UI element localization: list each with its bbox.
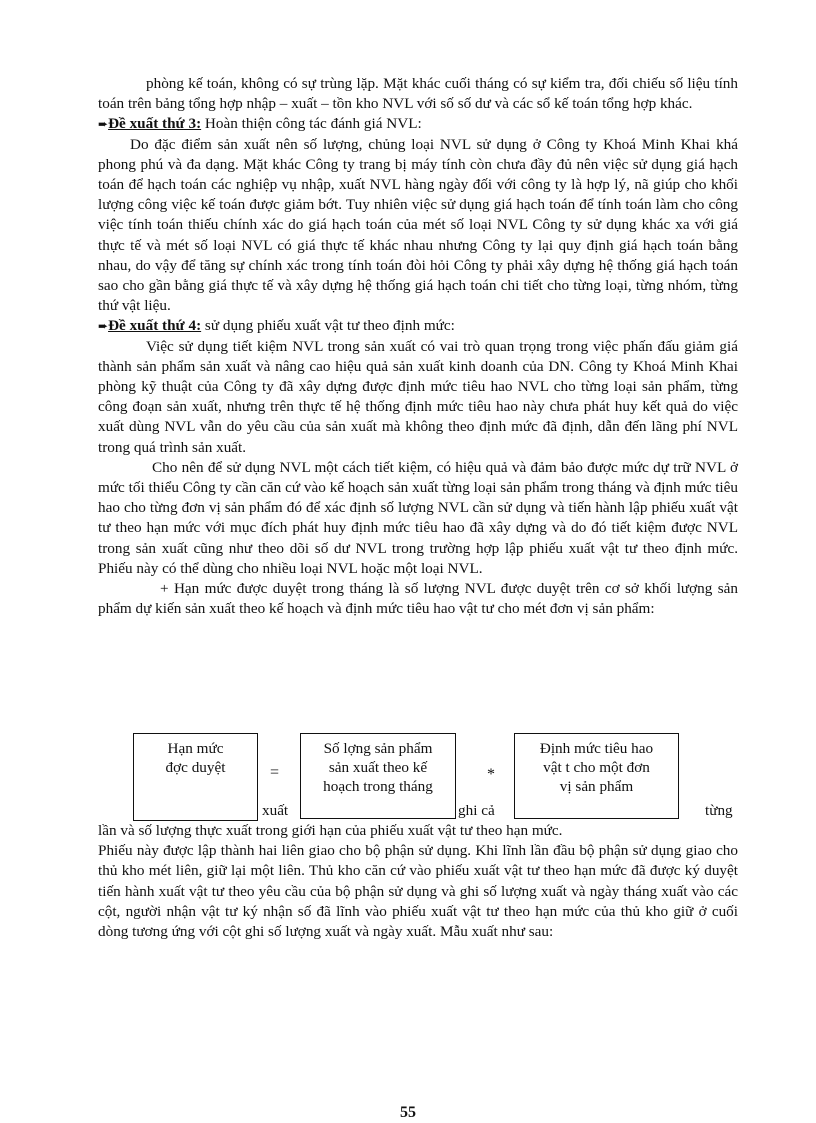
section-4-heading (98, 316, 738, 336)
multiply-sign: * (487, 766, 495, 783)
box-approved-limit-text: Hạn mức đợc duyệt (165, 740, 226, 776)
paragraph-1: phòng kế toán, không có sự trùng lặp. Mặt khác cuối tháng có sự kiểm tra, đối chiếu số liệu tính toán trên bảng tổng hợp nhập – xuất – tồn kho NVL với số số dư và các sổ kế toán tổng hợp khác. (98, 75, 738, 113)
paragraph-5: + Hạn mức được duyệt trong tháng là số lượng NVL được duyệt trên cơ sở khối lượng sản phẩm dự kiến sản xuất theo kế hoạch và định mức tiêu hao vật tư cho mét đơn vị sản phẩm: (98, 580, 738, 618)
bullet-icon: ➨ (98, 117, 109, 132)
box-consumption-norm-text: Định mức tiêu hao vật t cho một đơn vị sản phẩm (539, 740, 654, 795)
box-planned-quantity-text: Số lợng sản phẩm sản xuất theo kế hoạch trong tháng (323, 740, 433, 795)
formula-box-approved-limit (133, 733, 258, 821)
section-4-title: Đề xuất thứ 4: (108, 317, 202, 335)
section-3-heading (98, 114, 738, 134)
equals-sign: = (270, 764, 280, 781)
formula-box-planned-quantity (300, 733, 456, 819)
paragraph-4: Cho nên để sử dụng NVL một cách tiết kiệm, có hiệu quả và đảm bảo được mức dự trữ NVL ở mức tối thiểu Công ty cần căn cứ vào kế hoạch sản xuất từng loại sản phẩm trong tháng và định mức tiêu hao cho từng đơn vị sản phẩm đó để xác định số lượng NVL cần sử dụng và tiến hành lập phiếu xuất vật tư theo hạn mức với mục đích phát huy định mức tiêu hao đã xây dựng và do đó tiết kiệm được NVL trong sản xuất cũng như theo dõi số dư NVL trong trường hợp lập phiếu xuất vật tư theo định mức. Phiếu này có thể dùng cho nhiều loại NVL hoặc một loại NVL. (98, 458, 738, 577)
fragment-tung: từng (705, 802, 733, 819)
paragraph-7: Phiếu này được lập thành hai liên giao cho bộ phận sử dụng. Khi lĩnh lần đầu bộ phận sử dụng giao cho thủ kho mét liên, giữ lại một liên. Thủ kho căn cứ vào phiếu xuất vật tư theo hạn mức đã được ký duyệt tiến hành xuất vật tư theo yêu cầu của bộ phận sử dụng và ghi số lượng xuất và ngày tháng xuất vào các cột, người nhận vật tư ký nhận số đã lĩnh vào phiếu xuất vật tư theo hạn mức của thủ kho giữ ở cuối dòng tương ứng với cột ghi số lượng xuất và ngày xuất. Mẫu xuất như sau: (98, 842, 738, 941)
paragraph-3: Việc sử dụng tiết kiệm NVL trong sản xuất có vai trò quan trọng trong việc phấn đấu giảm giá thành sản phẩm sản xuất và nâng cao hiệu quả sản xuất kinh doanh của DN. Công ty Khoá Minh Khai phòng kỹ thuật của Công ty đã xây dựng được định mức tiêu hao NVL cho từng loại sản phẩm, từng công đoạn sản xuất, nhưng trên thực tế hệ thống định mức tiêu hao này chưa phát huy kết quả do việc xuất dùng NVL vẫn do yêu cầu của sản xuất mà không theo định mức đã định, dẫn đến lãng phí NVL trong quá trình sản xuất. (98, 337, 738, 456)
fragment-xuat: xuất (262, 802, 289, 819)
formula-box-consumption-norm (514, 733, 679, 819)
document-body (98, 74, 738, 619)
section-4-text: sử dụng phiếu xuất vật tư theo định mức: (201, 317, 455, 335)
section-3-text: Hoàn thiện công tác đánh giá NVL: (201, 115, 422, 133)
paragraph-6: lần và số lượng thực xuất trong giới hạn của phiếu xuất vật tư theo hạn mức. (98, 822, 563, 839)
document-body-lower (98, 821, 738, 942)
page-number: 55 (400, 1104, 416, 1121)
section-3-title: Đề xuất thứ 3: (108, 115, 202, 133)
fragment-ghi-ca: ghi cả (458, 802, 495, 819)
bullet-icon: ➨ (98, 319, 109, 334)
paragraph-2: Do đặc điểm sản xuất nên số lượng, chủng loại NVL sử dụng ở Công ty Khoá Minh Khai khá phong phú và đa dạng. Mặt khác Công ty trang bị máy tính còn chưa đầy đủ nên việc sử dụng giá hạch toán để hạch toán các nghiệp vụ nhập, xuất NVL hàng ngày đối với công ty là hợp lý, nã giúp cho khối lượng công việc kế toán được giảm bớt. Tuy nhiên việc sử dụng giá hạch toán để tính toán làm cho công việc tính toán thiếu chính xác do giá hạch toán của mét số loại NVL Công ty sử dụng khác xa với giá thực tế và mét số loại NVL có giá thực tế khác nhau nhưng Công ty lại quy định giá hạch toán bằng nhau, do vậy để tăng sự chính xác trong tính toán đòi hỏi Công ty phải xây dựng hệ thống giá hạch toán sao cho gần bằng giá thực tế và xây dựng hệ thống giá hạch toán chi tiết cho từng loại, từng nhóm, từng thứ vật liệu. (98, 135, 738, 315)
